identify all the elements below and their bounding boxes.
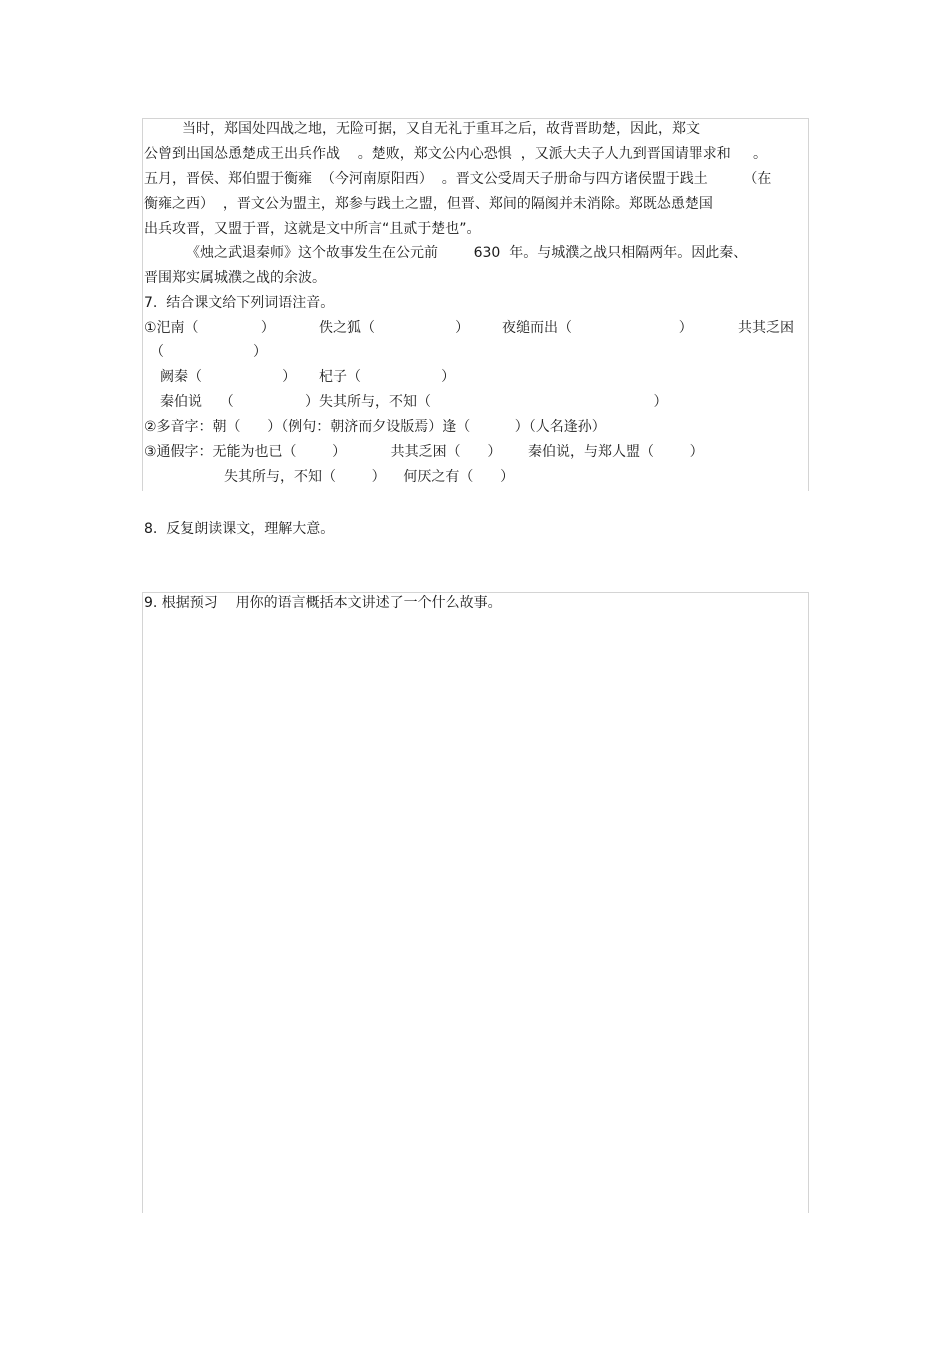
passage-line-7: 晋围郑实属城濮之战的余波。 [144,270,326,286]
q7-tongjiazi: ③通假字：无能为也已（ ） 共其乏困（ ） 秦伯说，与郑人盟（ ） [144,444,704,460]
q7-item-queqin: 阙秦（ ） [160,369,297,385]
q7-item-yizhihu: 佚之狐（ ） [319,320,470,336]
q7-item-qinboyue: 秦伯说 （ ）失其所与，不知（ ） [160,394,668,410]
passage-line-1: 当时，郑国处四战之地，无险可据，又自无礼于重耳之后，故背晋助楚，因此，郑文 [182,121,700,137]
passage-line-4: 衡雍之西） ，晋文公为盟主，郑参与践土之盟，但晋、郑间的隔阂并未消除。郑既怂恿楚国 [144,196,713,212]
q7-item-gongqi: 共其乏困 [738,320,794,336]
q7-item-sinan: ①汜南（ ） [144,320,275,336]
q7-tongjiazi-2: 失其所与，不知（ ） 何厌之有（ ） [224,469,515,485]
question-7-title: 7. 结合课文给下列词语注音。 [144,295,335,311]
q7-polyphone: ②多音字：朝（ ）（例句：朝济而夕设版焉）逢（ ）（人名逢孙） [144,419,606,435]
passage-line-3: 五月，晋侯、郑伯盟于衡雍 （今河南原阳西） 。晋文公受周天子册命与四方诸侯盟于践土 （在 [144,171,772,187]
answer-box [142,592,809,1213]
passage-line-6: 《烛之武退秦师》这个故事发生在公元前 630 年。与城濮之战只相隔两年。因此秦、 [186,245,748,261]
q7-item-gongqi-blank: （ ） [150,344,268,360]
question-9-title: 9. 根据预习 用你的语言概括本文讲述了一个什么故事。 [144,595,502,611]
q7-item-yezhui: 夜缒而出（ ） [502,320,693,336]
passage-line-2: 公曾到出国怂恿楚成王出兵作战 。楚败，郑文公内心恐惧 ，又派大夫子人九到晋国请罪求和 。 [144,146,767,162]
q7-item-qizi: 杞子（ ） [319,369,456,385]
question-8-title: 8. 反复朗读课文，理解大意。 [144,521,335,537]
passage-line-5: 出兵攻晋，又盟于晋，这就是文中所言“且贰于楚也”。 [144,221,481,237]
